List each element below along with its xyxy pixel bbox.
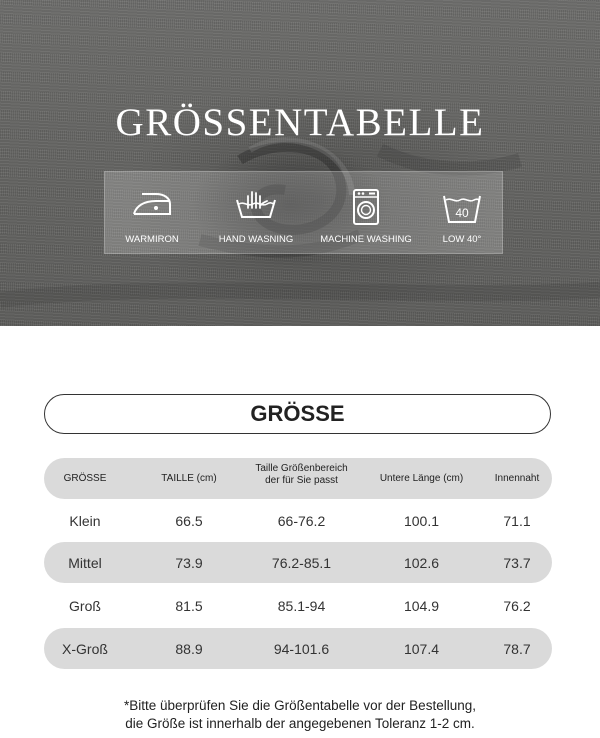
table-cell: Klein [69,513,101,529]
hand-wash-icon [234,188,278,220]
table-cell: 73.7 [503,555,531,571]
care-label-iron: WARMIRON [125,234,179,245]
fabric-hero-image [0,0,600,326]
table-cell: 76.2-85.1 [271,555,332,571]
table-cell: 73.9 [175,555,203,571]
column-header-waist-range: Taille Größenbereich der für Sie passt [255,463,348,486]
table-cell: 81.5 [175,598,203,614]
care-item-wash-40 [431,172,493,253]
table-row [44,628,552,669]
care-label-machine-wash: MACHINE WASHING [320,234,412,245]
column-header-size: GRÖSSE [63,473,107,484]
care-item-machine-wash [317,172,415,253]
care-label-wash-40: LOW 40° [442,234,482,245]
wash-40-icon [442,190,482,226]
washing-machine-icon [352,188,380,226]
care-instructions-panel [104,171,503,254]
table-cell: 100.1 [403,513,440,529]
table-header-row [44,458,552,499]
footnote-line-2: die Größe ist innerhalb der angegebenen Toleranz 1-2 cm. [125,716,475,731]
page-title: GRÖSSENTABELLE [115,101,485,144]
table-cell: Mittel [68,555,102,571]
table-row [44,542,552,583]
column-header-waist: TAILLE (cm) [161,473,217,484]
table-cell: 94-101.6 [273,641,330,657]
size-tolerance-note [0,697,600,733]
size-section-header: GRÖSSE [44,394,551,434]
table-cell: 102.6 [403,555,440,571]
table-cell: 66-76.2 [277,513,326,529]
column-header-inseam: Innennaht [494,473,540,484]
table-cell: 78.7 [503,641,531,657]
table-cell: X-Groß [62,641,108,657]
table-row [44,501,552,541]
table-cell: 88.9 [175,641,203,657]
iron-icon [130,190,174,220]
column-header-lower-length: Untere Länge (cm) [379,473,464,484]
table-cell: 104.9 [403,598,440,614]
table-cell: 107.4 [403,641,440,657]
table-cell: 66.5 [175,513,203,529]
fabric-folds [0,0,600,326]
care-item-hand-wash [211,172,301,253]
table-cell: 85.1-94 [277,598,326,614]
footnote-line-1: *Bitte überprüfen Sie die Größentabelle vor der Bestellung, [124,698,476,713]
care-item-iron [117,172,187,253]
table-cell: Groß [69,598,101,614]
table-cell: 71.1 [503,513,531,529]
wash-temperature-text: 40 [455,206,469,220]
table-cell: 76.2 [503,598,531,614]
table-row [44,585,552,625]
care-label-hand-wash: HAND WASNING [218,234,294,245]
